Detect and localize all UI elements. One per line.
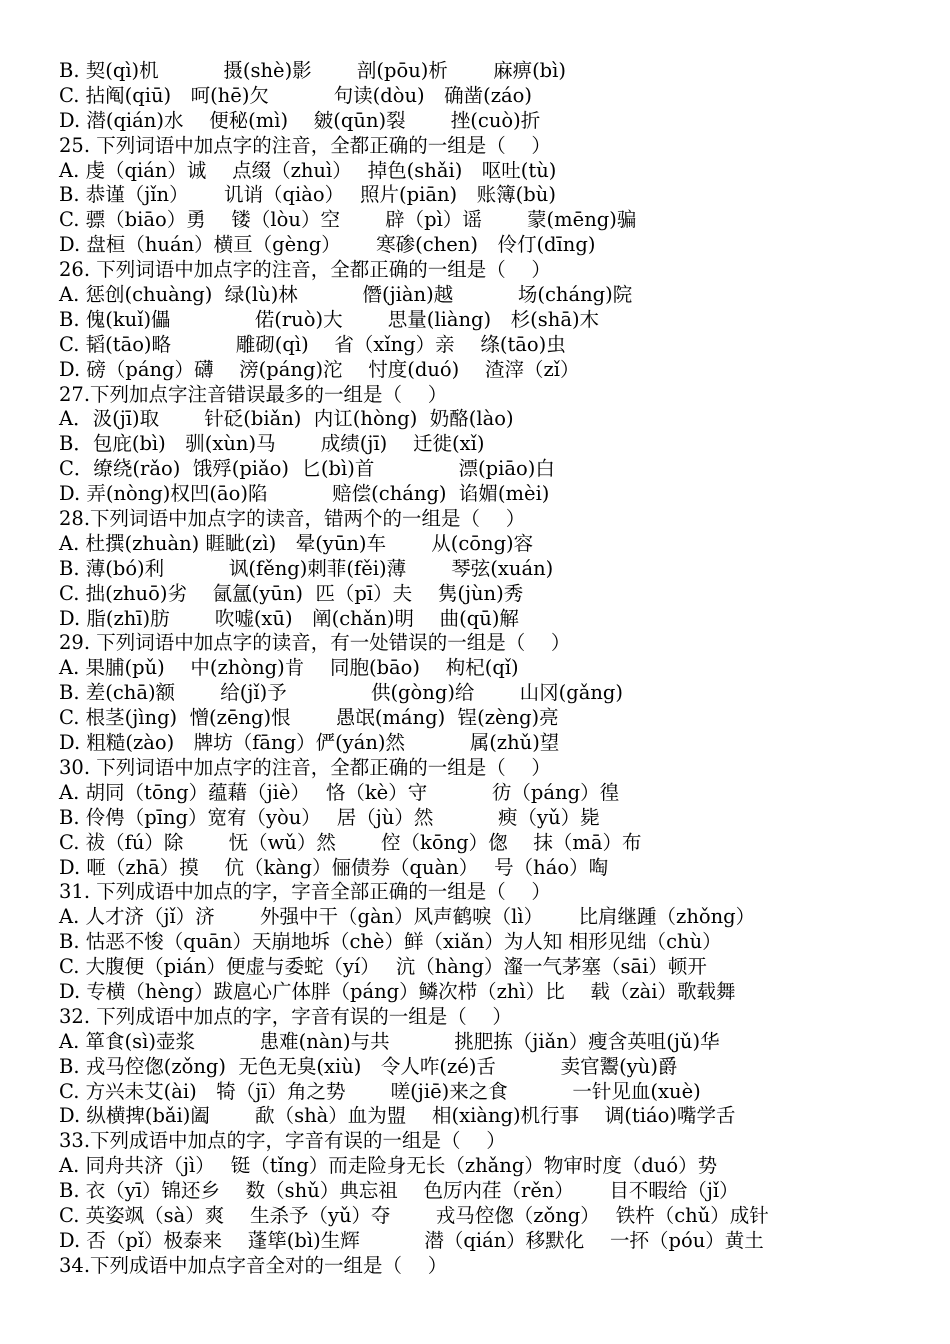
- text-line: D. 专横（hèng）跋扈心广体胖（páng）鳞次栉（zhì）比 载（zài）歌载舞: [59, 979, 736, 1003]
- text-line: C．缭绕(rǎo) 饿殍(piǎo) 匕(bì)首 漂(piāo)白: [59, 457, 555, 481]
- document-body: [59, 59, 939, 1279]
- text-line: A. 人才济（jǐ）济 外强中干（gàn）风声鹤唳（lì） 比肩继踵（zhǒng）: [59, 905, 756, 929]
- text-line: 28.下列词语中加点字的读音，错两个的一组是（ ）: [59, 507, 526, 531]
- text-line: C. 拙(zhuō)劣 氤氲(yūn) 匹（pī）夫 隽(jùn)秀: [59, 581, 524, 605]
- text-line: B. 伶俜（pīng）宽宥（yòu） 居（jù）然 瘐（yǔ）毙: [59, 805, 600, 829]
- text-line: C. 英姿飒（sà）爽 生杀予（yǔ）夺 戎马倥偬（zǒng） 铁杵（chǔ）成针: [59, 1203, 769, 1227]
- text-line: B. 契(qì)机 摄(shè)影 剖(pōu)析 麻痹(bì): [59, 59, 567, 82]
- text-line: C. 大腹便（pián）便虚与委蛇（yí） 沆（hàng）瀣一气茅塞（sāi）顿开: [59, 955, 707, 979]
- text-line: B. 差(chā)额 给(jǐ)予 供(gòng)给 山冈(gǎng): [59, 681, 623, 705]
- text-line: 26. 下列词语中加点字的注音，全都正确的一组是（ ）: [59, 258, 551, 282]
- text-line: C. 拈阄(qiū) 呵(hē)欠 句读(dòu) 确凿(záo): [59, 83, 532, 107]
- text-line: 27.下列加点字注音错误最多的一组是（ ）: [59, 382, 448, 406]
- text-line: A. 惩创(chuàng) 绿(lù)林 僭(jiàn)越 场(cháng)院: [59, 283, 633, 307]
- text-line: B. 怙恶不悛（quān）天崩地坼（chè）鲜（xiǎn）为人知 相形见绌（chù）: [59, 930, 722, 954]
- text-line: A. 箪食(sì)壶浆 患难(nàn)与共 挑肥拣（jiǎn）瘦含英咀(jǔ)华: [59, 1029, 720, 1053]
- text-line: A. 杜撰(zhuàn) 睚眦(zì) 晕(yūn)车 从(cōng)容: [59, 531, 534, 555]
- text-line: 29. 下列词语中加点字的读音，有一处错误的一组是（ ）: [59, 631, 571, 655]
- text-line: D. 弄(nòng)权凹(āo)陷 赔偿(cháng) 谄媚(mèi): [59, 482, 550, 506]
- text-line: A. 虔（qián）诚 点缀（zhuì） 掉色(shǎi) 呕吐(tù): [59, 158, 557, 182]
- text-line: A．汲(jī)取 针砭(biǎn) 内讧(hòng) 奶酪(lào): [59, 407, 514, 431]
- text-line: D. 脂(zhī)肪 吹嘘(xū) 阐(chǎn)明 曲(qū)解: [59, 606, 519, 630]
- text-line: 30. 下列词语中加点字的注音，全都正确的一组是（ ）: [59, 755, 551, 779]
- text-line: A. 果脯(pǔ) 中(zhòng)肯 同胞(bāo) 枸杞(qǐ): [59, 656, 519, 680]
- text-line: C. 根茎(jìng) 憎(zēng)恨 愚氓(máng) 锃(zèng)亮: [59, 706, 559, 730]
- text-line: 31. 下列成语中加点的字，字音全部正确的一组是（ ）: [59, 880, 551, 904]
- text-line: A. 同舟共济（jì） 铤（tǐng）而走险身无长（zhǎng）物审时度（duó）势: [59, 1154, 718, 1178]
- text-line: B. 傀(kuǐ)儡 偌(ruò)大 思量(liàng) 杉(shā)木: [59, 307, 600, 331]
- text-line: B. 戎马倥偬(zǒng) 无色无臭(xiù) 令人咋(zé)舌 卖官鬻(yù)爵: [59, 1054, 678, 1078]
- text-line: 25. 下列词语中加点字的注音，全都正确的一组是（ ）: [59, 133, 551, 157]
- text-line: 34.下列成语中加点字音全对的一组是（ ）: [59, 1253, 448, 1277]
- text-line: B. 恭谨（jǐn） 讥诮（qiào） 照片(piān) 账簿(bù): [59, 183, 556, 207]
- text-line: D. 潜(qián)水 便秘(mì) 皴(qūn)裂 挫(cuò)折: [59, 108, 541, 132]
- text-line: D. 否（pǐ）极泰来 蓬筚(bì)生辉 潜（qián）移默化 一抔（póu）黄土: [59, 1228, 764, 1252]
- text-line: A. 胡同（tōng）蕴藉（jiè） 恪（kè）守 彷（páng）徨: [59, 780, 620, 804]
- text-line: C. 骠（biāo）勇 镂（lòu）空 辟（pì）谣 蒙(mēng)骗: [59, 208, 637, 232]
- text-line: D. 粗糙(zào) 牌坊（fāng）俨(yán)然 属(zhǔ)望: [59, 731, 560, 755]
- text-line: C. 韬(tāo)略 雕砌(qì) 省（xǐng）亲 绦(tāo)虫: [59, 332, 566, 356]
- text-line: 33.下列成语中加点的字，字音有误的一组是（ ）: [59, 1129, 506, 1153]
- text-line: B．包庇(bì) 驯(xùn)马 成绩(jī) 迁徙(xǐ): [59, 432, 485, 456]
- text-line: D. 咂（zhā）摸 伉（kàng）俪债券（quàn） 号（háo）啕: [59, 855, 609, 879]
- text-line: C. 方兴未艾(ài) 犄（jī）角之势 嗟(jiē)来之食 一针见血(xuè): [59, 1079, 701, 1103]
- text-line: D. 磅（páng）礴 滂(páng)沱 忖度(duó) 渣滓（zǐ）: [59, 357, 580, 381]
- text-line: C. 祓（fú）除 怃（wǔ）然 倥（kōng）偬 抹（mā）布: [59, 830, 642, 854]
- text-line: D. 纵横捭(bǎi)阖 歃（shà）血为盟 相(xiàng)机行事 调(tiáo)嘴学舌: [59, 1104, 736, 1128]
- text-line: B. 衣（yī）锦还乡 数（shǔ）典忘祖 色厉内荏（rěn） 目不暇给（jǐ）: [59, 1179, 739, 1203]
- text-line: B. 薄(bó)利 讽(fěng)刺菲(fěi)薄 琴弦(xuán): [59, 556, 554, 580]
- text-line: 32. 下列成语中加点的字，字音有误的一组是（ ）: [59, 1004, 512, 1028]
- text-line: D. 盘桓（huán）横亘（gèng） 寒碜(chen) 伶仃(dīng): [59, 233, 596, 257]
